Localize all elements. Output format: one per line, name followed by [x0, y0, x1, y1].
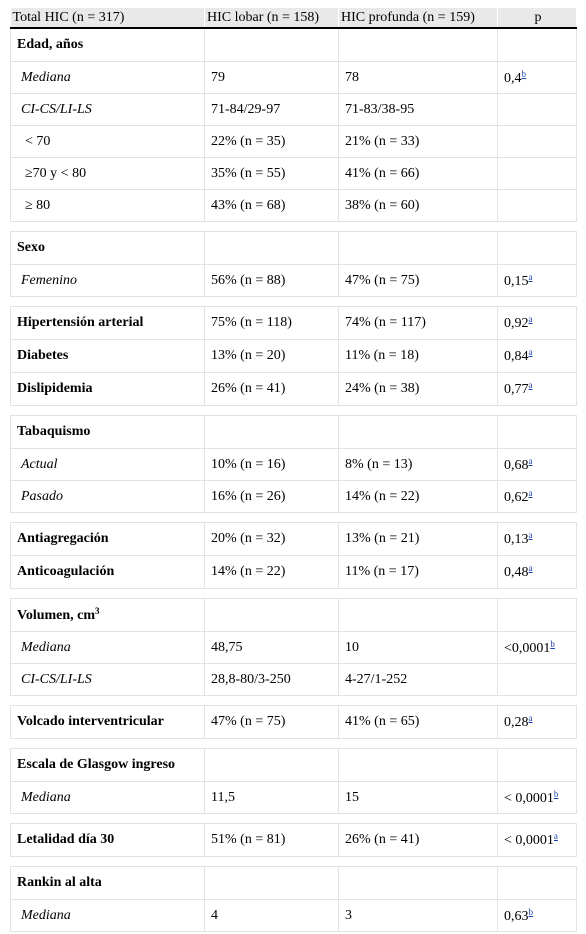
- footnote-link[interactable]: a: [528, 347, 533, 357]
- row-label: Mediana: [11, 782, 205, 814]
- cell-p: [498, 449, 577, 481]
- row-label: ≥ 80: [11, 190, 205, 222]
- section-label: Rankin al alta: [11, 867, 205, 900]
- cell-lobar: 26% (n = 41): [205, 373, 339, 406]
- footnote-link[interactable]: a: [528, 455, 533, 466]
- section-row: [11, 749, 577, 782]
- table-row: [11, 900, 577, 932]
- footnote-link[interactable]: a: [528, 563, 533, 573]
- cell-profunda: 78: [339, 62, 498, 94]
- cell-p: [498, 158, 577, 190]
- cell-p: [498, 94, 577, 126]
- footnote-link[interactable]: b: [528, 906, 533, 917]
- cell-p: [498, 62, 577, 94]
- cell-profunda: 71-83/38-95: [339, 94, 498, 126]
- table-row: [11, 126, 577, 158]
- cell-p: [498, 706, 577, 739]
- footnote-link[interactable]: a: [528, 713, 533, 723]
- row-label: Letalidad día 30: [11, 824, 205, 857]
- p-value: 0,15: [504, 273, 529, 289]
- section-label: Escala de Glasgow ingreso: [11, 749, 205, 782]
- cell-profunda: 41% (n = 65): [339, 706, 498, 739]
- row-label: Diabetes: [11, 340, 205, 373]
- section-label: Edad, años: [11, 28, 205, 62]
- cell-profunda: 11% (n = 18): [339, 340, 498, 373]
- cell-lobar: 10% (n = 16): [205, 449, 339, 481]
- row-label: Pasado: [11, 481, 205, 513]
- row-label: < 70: [11, 126, 205, 158]
- cell-p: [498, 340, 577, 373]
- cell-p: [498, 824, 577, 857]
- table-row: [11, 94, 577, 126]
- cell-p: [498, 782, 577, 814]
- cell-profunda: 10: [339, 632, 498, 664]
- cell-p: [498, 632, 577, 664]
- footnote-link[interactable]: a: [528, 380, 533, 390]
- table-row: [11, 449, 577, 481]
- table-row: [11, 307, 577, 340]
- row-label: Dislipidemia: [11, 373, 205, 406]
- header-lobar: HIC lobar (n = 158): [205, 8, 339, 28]
- cell-lobar: 79: [205, 62, 339, 94]
- table-row: [11, 481, 577, 513]
- cell-profunda: 41% (n = 66): [339, 158, 498, 190]
- p-value: < 0,0001: [504, 833, 554, 848]
- row-label: Mediana: [11, 62, 205, 94]
- cell-lobar: 43% (n = 68): [205, 190, 339, 222]
- row-label: CI-CS/LI-LS: [11, 94, 205, 126]
- row-label: Volcado interventricular: [11, 706, 205, 739]
- row-label: Mediana: [11, 900, 205, 932]
- row-label: Actual: [11, 449, 205, 481]
- table-header-row: [11, 8, 577, 28]
- section-label: Tabaquismo: [11, 416, 205, 449]
- footnote-link[interactable]: a: [553, 831, 558, 841]
- p-value: 0,28: [504, 715, 529, 730]
- cell-lobar: 14% (n = 22): [205, 556, 339, 589]
- cell-profunda: 4-27/1-252: [339, 664, 498, 696]
- table-row: [11, 523, 577, 556]
- section-label: [11, 599, 205, 632]
- spacer-row: [11, 297, 577, 307]
- footnote-link[interactable]: a: [528, 530, 533, 540]
- footnote-link[interactable]: a: [528, 487, 533, 498]
- p-value: 0,84: [504, 349, 529, 364]
- cell-profunda: 74% (n = 117): [339, 307, 498, 340]
- footnote-link[interactable]: b: [553, 788, 559, 799]
- section-row: [11, 599, 577, 632]
- footnote-link[interactable]: a: [528, 314, 533, 324]
- cell-p: [498, 190, 577, 222]
- p-value: < 0,0001: [504, 790, 554, 806]
- p-value: 0,68: [504, 457, 529, 473]
- table-row: [11, 340, 577, 373]
- table-row: [11, 373, 577, 406]
- spacer-row: [11, 857, 577, 867]
- table-row: [11, 824, 577, 857]
- cell-lobar: 71-84/29-97: [205, 94, 339, 126]
- spacer-row: [11, 814, 577, 824]
- cell-p: [498, 556, 577, 589]
- cell-lobar: 56% (n = 88): [205, 265, 339, 297]
- footnote-link[interactable]: b: [550, 638, 555, 649]
- row-label: Hipertensión arterial: [11, 307, 205, 340]
- spacer-row: [11, 739, 577, 749]
- footnote-link[interactable]: a: [528, 271, 533, 282]
- cell-lobar: 4: [205, 900, 339, 932]
- cell-lobar: 35% (n = 55): [205, 158, 339, 190]
- cell-profunda: 3: [339, 900, 498, 932]
- cell-lobar: 13% (n = 20): [205, 340, 339, 373]
- cell-profunda: 21% (n = 33): [339, 126, 498, 158]
- cell-lobar: 75% (n = 118): [205, 307, 339, 340]
- table-row: [11, 556, 577, 589]
- section-row: [11, 232, 577, 265]
- cell-profunda: 15: [339, 782, 498, 814]
- cell-lobar: 20% (n = 32): [205, 523, 339, 556]
- cell-profunda: 47% (n = 75): [339, 265, 498, 297]
- section-row: [11, 867, 577, 900]
- p-value: 0,48: [504, 565, 529, 580]
- row-label: Anticoagulación: [11, 556, 205, 589]
- row-label: Femenino: [11, 265, 205, 297]
- cell-profunda: 14% (n = 22): [339, 481, 498, 513]
- cell-p: [498, 481, 577, 513]
- cell-p: [498, 900, 577, 932]
- table-row: [11, 190, 577, 222]
- table-row: [11, 706, 577, 739]
- p-value: 0,92: [504, 316, 529, 331]
- spacer-row: [11, 513, 577, 523]
- p-value: 0,62: [504, 489, 529, 505]
- cell-lobar: 16% (n = 26): [205, 481, 339, 513]
- spacer-row: [11, 589, 577, 599]
- clinical-data-table: [10, 8, 577, 932]
- cell-p: [498, 373, 577, 406]
- spacer-row: [11, 696, 577, 706]
- p-value: 0,13: [504, 532, 529, 547]
- cell-profunda: 24% (n = 38): [339, 373, 498, 406]
- cell-profunda: 26% (n = 41): [339, 824, 498, 857]
- table-row: [11, 265, 577, 297]
- cell-profunda: 38% (n = 60): [339, 190, 498, 222]
- row-label: ≥70 y < 80: [11, 158, 205, 190]
- spacer-row: [11, 222, 577, 232]
- row-label: Antiagregación: [11, 523, 205, 556]
- unit-superscript: 3: [95, 606, 100, 616]
- header-total: Total HIC (n = 317): [11, 8, 205, 28]
- cell-p: [498, 307, 577, 340]
- table-row: [11, 632, 577, 664]
- cell-p: [498, 265, 577, 297]
- row-label: CI-CS/LI-LS: [11, 664, 205, 696]
- table-row: [11, 664, 577, 696]
- cell-lobar: 51% (n = 81): [205, 824, 339, 857]
- cell-lobar: 11,5: [205, 782, 339, 814]
- cell-p: [498, 523, 577, 556]
- cell-lobar: 47% (n = 75): [205, 706, 339, 739]
- table-row: [11, 158, 577, 190]
- p-value: 0,4: [504, 70, 522, 86]
- section-label-text: Volumen, cm: [17, 608, 96, 623]
- p-value: <0,0001: [504, 640, 551, 656]
- section-row: [11, 28, 577, 62]
- cell-p: [498, 126, 577, 158]
- cell-profunda: 11% (n = 17): [339, 556, 498, 589]
- table-row: [11, 782, 577, 814]
- cell-profunda: 8% (n = 13): [339, 449, 498, 481]
- spacer-row: [11, 406, 577, 416]
- cell-lobar: 28,8-80/3-250: [205, 664, 339, 696]
- cell-profunda: 13% (n = 21): [339, 523, 498, 556]
- table-row: [11, 62, 577, 94]
- header-profunda: HIC profunda (n = 159): [339, 8, 498, 28]
- header-p: p: [498, 8, 577, 28]
- p-value: 0,77: [504, 382, 529, 397]
- p-value: 0,63: [504, 908, 529, 924]
- cell-lobar: 22% (n = 35): [205, 126, 339, 158]
- section-row: [11, 416, 577, 449]
- row-label: Mediana: [11, 632, 205, 664]
- cell-lobar: 48,75: [205, 632, 339, 664]
- section-label: Sexo: [11, 232, 205, 265]
- cell-p: [498, 664, 577, 696]
- footnote-link[interactable]: b: [521, 68, 526, 79]
